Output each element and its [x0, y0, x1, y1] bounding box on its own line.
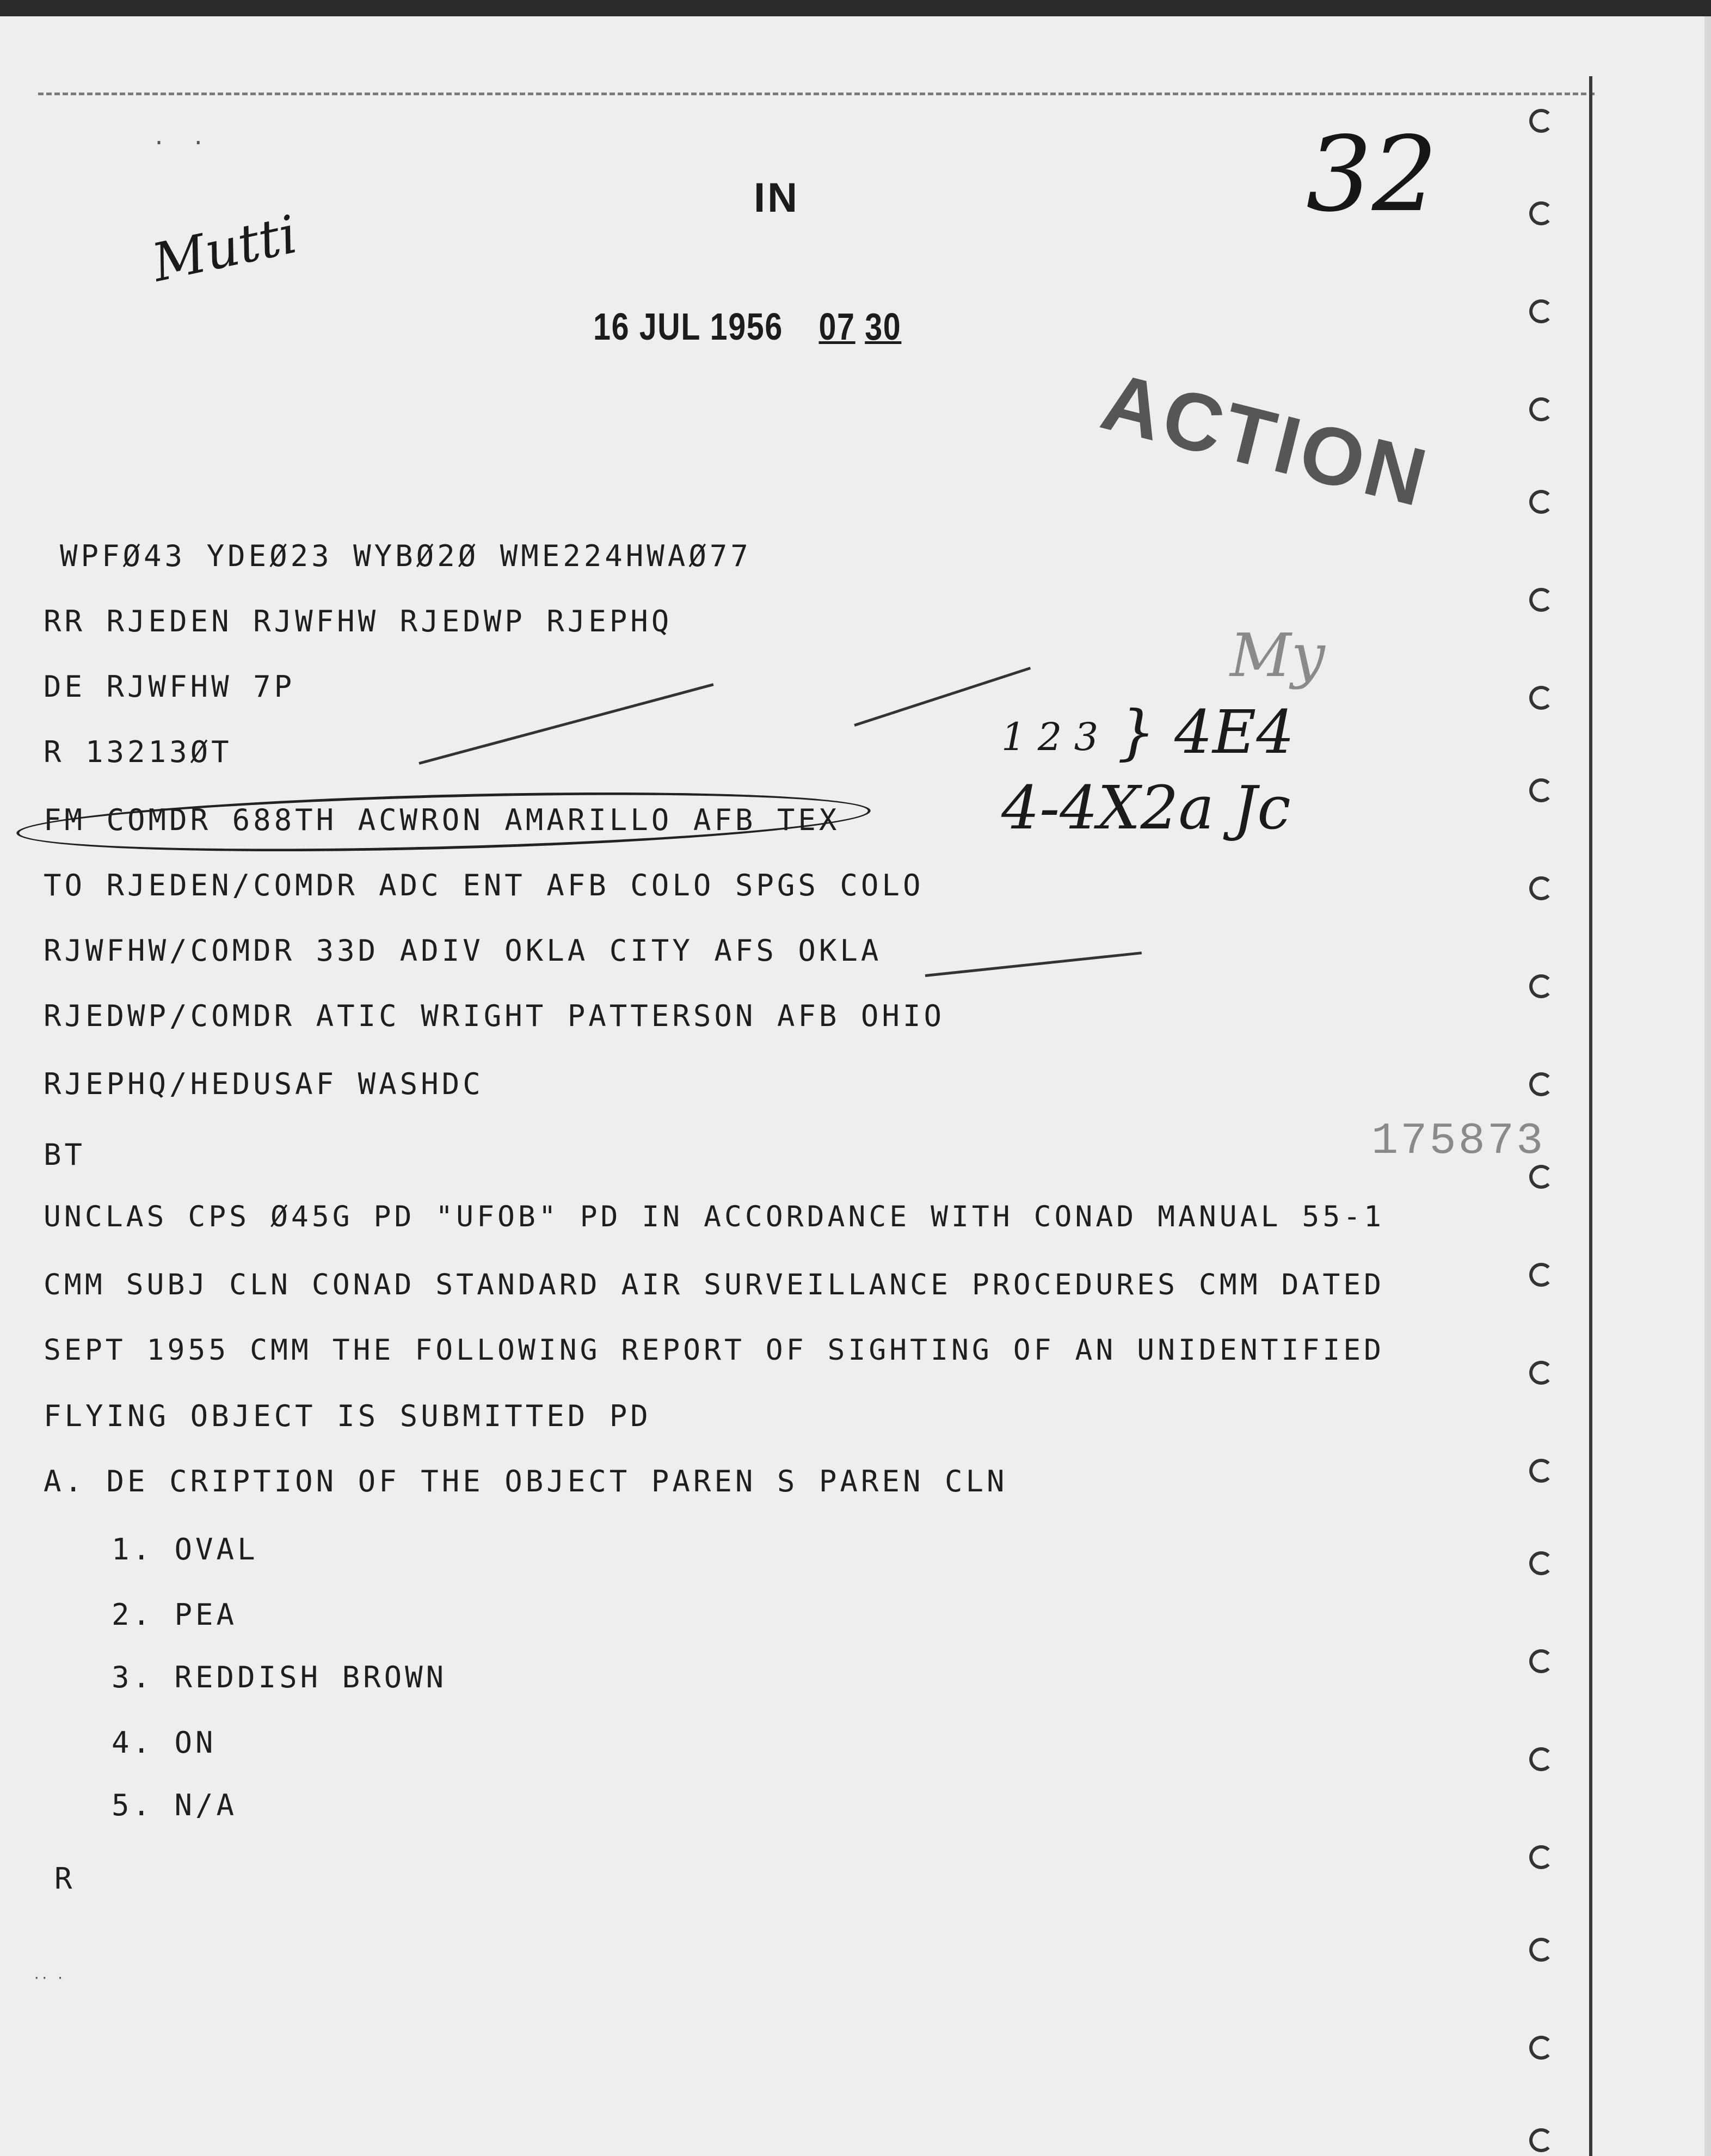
addressee-line: RJEDWP/COMDR ATIC WRIGHT PATTERSON AFB OHIO [44, 999, 945, 1033]
feed-hole [1529, 1938, 1553, 1962]
addressee-line: RJEPHQ/HEDUSAF WASHDC [44, 1067, 484, 1101]
footer-mark: R [54, 1862, 76, 1896]
break-marker: BT [44, 1138, 86, 1172]
in-stamp: IN [754, 175, 799, 221]
section-heading: A. DE CRIPTION OF THE OBJECT PAREN S PAREN CLN [44, 1464, 1008, 1498]
feed-hole [1529, 2128, 1553, 2152]
feed-hole [1529, 1551, 1553, 1575]
perforation-rule [38, 93, 1595, 95]
feed-hole [1529, 1165, 1553, 1189]
from-line: FM COMDR 688TH ACWRON AMARILLO AFB TEX [44, 803, 840, 837]
list-item: 2. PEA [112, 1598, 238, 1632]
handwritten-routing: 1 2 3 } 4E4 4-4X2a Jc [1001, 697, 1295, 843]
routing-line-2: 4-4X2a [1001, 773, 1215, 843]
routing-header-line: RR RJEDEN RJWFHW RJEDWP RJEPHQ [44, 604, 673, 638]
feed-hole [1529, 1072, 1553, 1096]
routing-line-1: 4E4 [1174, 697, 1295, 767]
teletype-page [0, 16, 1711, 2156]
routing-initials: Jc [1233, 773, 1291, 843]
faint-initials: My [1230, 621, 1325, 690]
list-item: 3. REDDISH BROWN [112, 1660, 447, 1694]
body-line: FLYING OBJECT IS SUBMITTED PD [44, 1399, 651, 1433]
action-stamp: ACTION [1093, 354, 1438, 524]
routing-header-line: R 13213ØT [44, 735, 232, 769]
feed-hole [1529, 397, 1553, 421]
routing-header-line: DE RJWFHW 7P [44, 669, 296, 704]
feed-hole [1529, 1649, 1553, 1673]
paper-speck: ·· · [33, 1970, 64, 1986]
stamp-hour: 07 [818, 305, 856, 348]
routing-numbers: 1 2 3 [1001, 715, 1099, 760]
page-number: 32 [1306, 114, 1438, 235]
feed-hole [1529, 1361, 1553, 1385]
feed-hole [1529, 974, 1553, 998]
margin-rule [1589, 76, 1592, 2156]
paper-speck: · · [152, 131, 205, 156]
feed-hole [1529, 2036, 1553, 2060]
feed-hole [1529, 876, 1553, 900]
to-line: TO RJEDEN/COMDR ADC ENT AFB COLO SPGS COLO [44, 868, 924, 902]
feed-hole [1529, 1845, 1553, 1869]
feed-hole [1529, 1747, 1553, 1771]
list-item: 5. N/A [112, 1788, 238, 1822]
feed-hole [1529, 201, 1553, 225]
feed-hole [1529, 778, 1553, 802]
routing-header-line: WPFØ43 YDEØ23 WYBØ2Ø WME224HWAØ77 [60, 539, 752, 573]
feed-hole [1529, 686, 1553, 710]
feed-hole [1529, 490, 1553, 514]
pen-stroke [925, 951, 1142, 977]
body-line: UNCLAS CPS Ø45G PD "UFOB" PD IN ACCORDANCE WITH CONAD MANUAL 55-1 [44, 1200, 1385, 1233]
addressee-line: RJWFHW/COMDR 33D ADIV OKLA CITY AFS OKLA [44, 933, 882, 968]
feed-hole [1529, 1459, 1553, 1483]
list-item: 1. OVAL [112, 1532, 259, 1567]
stamp-minute: 30 [865, 305, 902, 348]
feed-hole [1529, 109, 1553, 133]
page-edge [1704, 16, 1711, 2156]
pen-stroke [418, 683, 713, 765]
date-time-stamp [593, 305, 901, 348]
stamp-month-year: JUL 1956 [639, 305, 783, 348]
feed-hole [1529, 588, 1553, 612]
list-item: 4. ON [112, 1725, 217, 1760]
serial-number: 175873 [1371, 1116, 1546, 1166]
stamp-day: 16 [593, 305, 630, 348]
feed-hole [1529, 299, 1553, 323]
body-line: SEPT 1955 CMM THE FOLLOWING REPORT OF SIGHTING OF AN UNIDENTIFIED [44, 1334, 1385, 1367]
feed-hole [1529, 1263, 1553, 1287]
body-line: CMM SUBJ CLN CONAD STANDARD AIR SURVEILLANCE PROCEDURES CMM DATED [44, 1268, 1385, 1301]
handwritten-note: Mutti [147, 204, 303, 294]
